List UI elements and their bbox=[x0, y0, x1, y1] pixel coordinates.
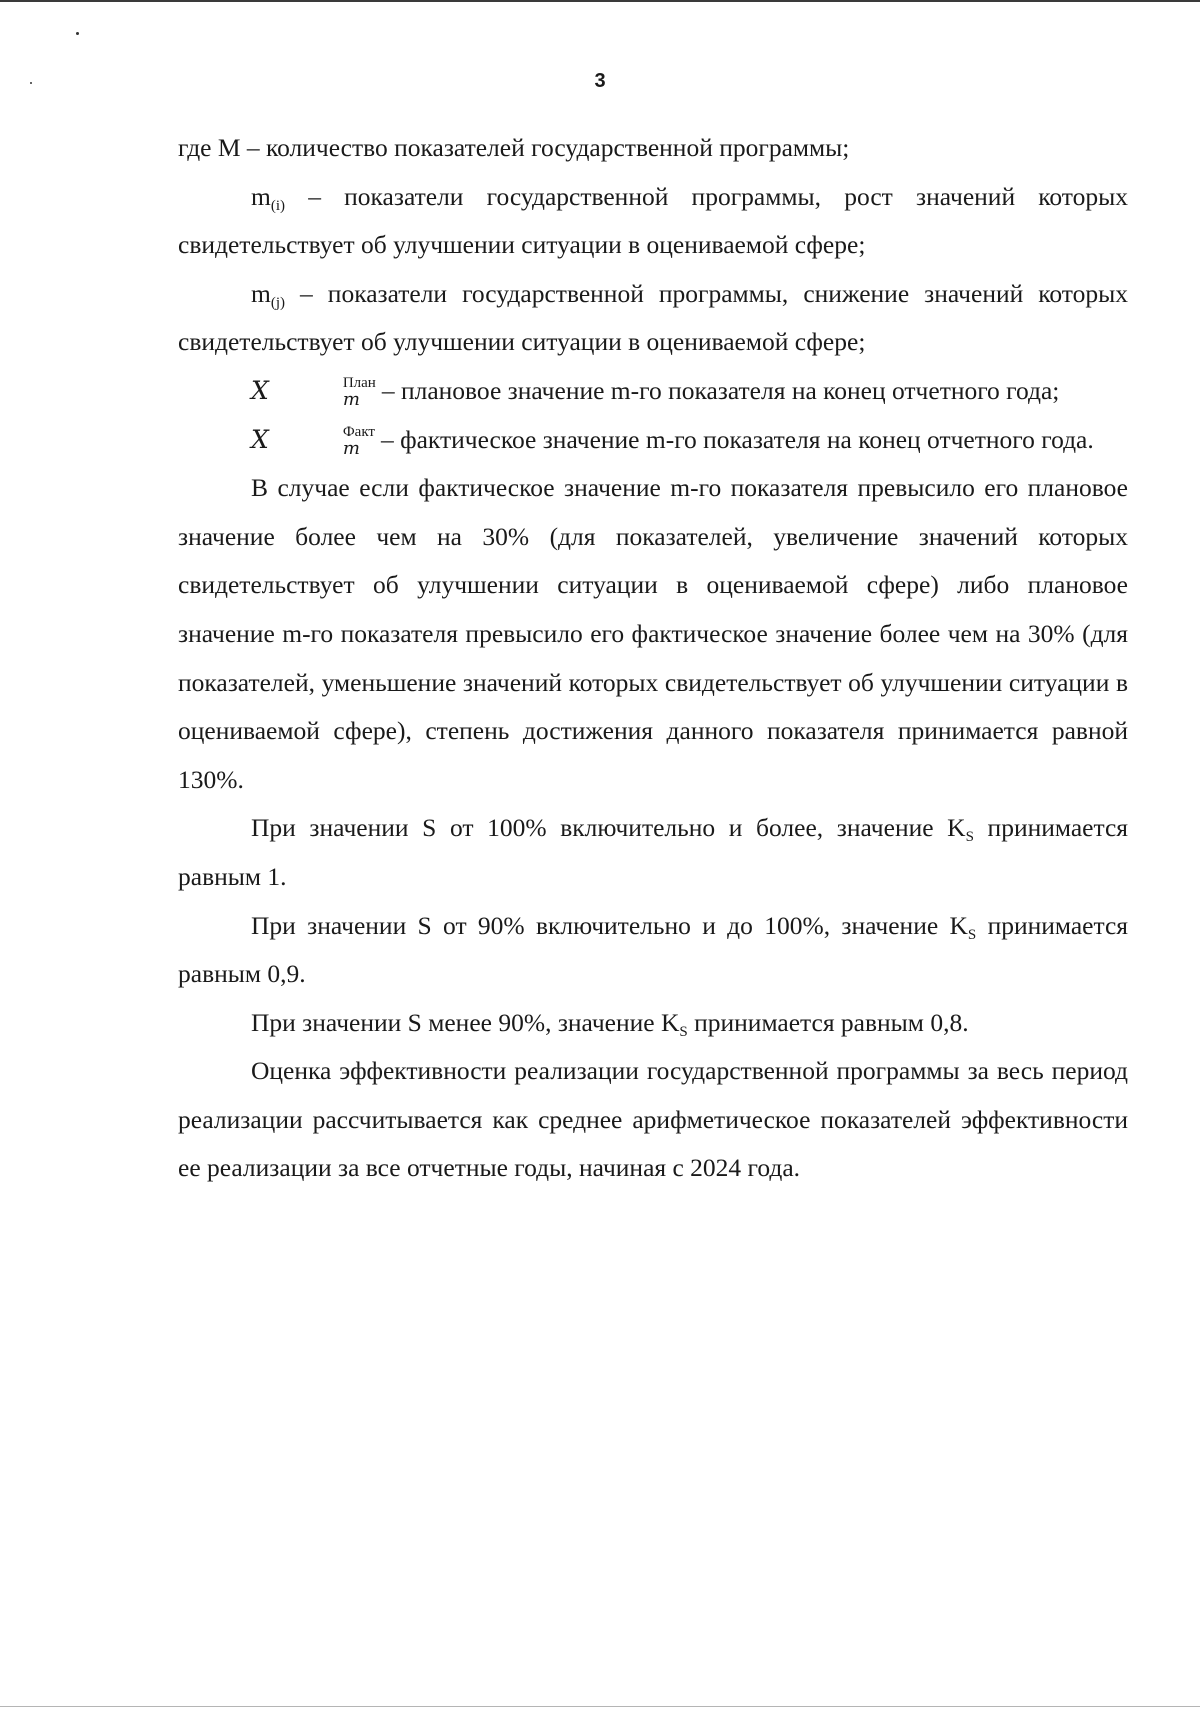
paragraph-text: В случае если фактическое значение m-го показателя превысило его плановое значение более чем на 30% (для показателей, увеличение значений которых свидетельствует об улучшении ситуации в оцениваемой сфере) либо плановое значение m-го показателя превысило его фактическое значение более чем на 30% (для показателей, уменьшение значений которых свидетельствует об улучшении ситуации в оцениваемой сфере), степень достижения данного показателя принимается равной 130%. bbox=[178, 473, 1128, 794]
paragraph-definition-mi bbox=[178, 173, 1128, 270]
symbol-m: m bbox=[251, 278, 271, 308]
symbol-m: m bbox=[251, 181, 271, 211]
scan-bottom-edge-line bbox=[0, 1706, 1200, 1707]
paragraph-exceed-rule bbox=[178, 464, 1128, 804]
superscript-plan: План bbox=[342, 374, 376, 391]
subscript-s: S bbox=[967, 926, 977, 943]
paragraph-text: – показатели государственной программы, снижение значений которых свидетельствует об улучшении ситуации в оцениваемой сфере; bbox=[178, 278, 1128, 357]
formula-indices bbox=[270, 376, 376, 408]
paragraph-text: Оценка эффективности реализации государственной программы за весь период реализации рассчитывается как среднее арифметическое показателей эффективности ее реализации за все отчетные годы, начиная с 2024 года. bbox=[178, 1056, 1128, 1183]
subscript-i: (i) bbox=[270, 197, 286, 214]
paragraph-text: – фактическое значение m-го показателя на конец отчетного года. bbox=[380, 424, 1094, 454]
document-body bbox=[178, 124, 1128, 1193]
paragraph-text: принимается равным 0,9. bbox=[178, 910, 1129, 989]
subscript-s: S bbox=[679, 1023, 688, 1040]
paragraph-text: – плановое значение m-го показателя на конец отчетного года; bbox=[381, 375, 1060, 405]
scan-speck bbox=[76, 32, 79, 35]
subscript-m: m bbox=[342, 437, 360, 459]
subscript-s: S bbox=[965, 829, 974, 846]
paragraph-definition-plan bbox=[178, 367, 1128, 416]
paragraph-text: где М – количество показателей государственной программы; bbox=[178, 133, 850, 162]
paragraph-text: При значении S от 90% включительно и до 100%, значение K bbox=[251, 910, 968, 940]
paragraph-text: При значении S от 100% включительно и более, значение K bbox=[251, 813, 966, 843]
paragraph-definition-fact bbox=[178, 416, 1128, 465]
paragraph-ks-below-90 bbox=[178, 999, 1128, 1048]
paragraph-ks-90 bbox=[178, 902, 1128, 999]
paragraph-text: принимается равным 0,8. bbox=[687, 1007, 969, 1037]
paragraph-text: принимается равным 1. bbox=[178, 813, 1128, 891]
subscript-m: m bbox=[342, 388, 360, 410]
formula-indices bbox=[270, 425, 375, 457]
paragraph-overall-assessment bbox=[178, 1047, 1128, 1193]
paragraph-text: При значении S менее 90%, значение K bbox=[251, 1007, 680, 1037]
page-number: 3 bbox=[594, 70, 606, 92]
paragraph-ks-100 bbox=[178, 804, 1128, 901]
superscript-fact: Факт bbox=[342, 423, 375, 440]
symbol-x: X bbox=[251, 424, 269, 454]
scan-top-edge-line bbox=[0, 0, 1200, 2]
symbol-x: X bbox=[251, 375, 269, 405]
paragraph-text: – показатели государственной программы, рост значений которых свидетельствует об улучшении ситуации в оцениваемой сфере; bbox=[178, 181, 1128, 260]
paragraph-definition-mj bbox=[178, 270, 1128, 367]
paragraph-definition-m bbox=[178, 124, 1128, 173]
subscript-j: (j) bbox=[270, 294, 286, 311]
